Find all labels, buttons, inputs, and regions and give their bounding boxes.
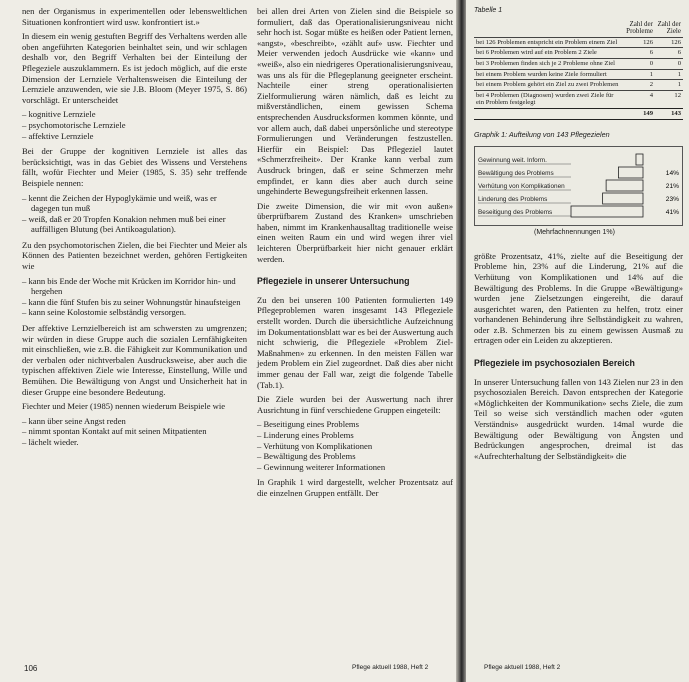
table-total-row [474,108,683,119]
paragraph: Fiechter und Meier (1985) nennen wiederum Beispiele wie [22,401,226,412]
table-cell: 126 [655,37,683,48]
table-header: Zahl der Ziele [657,19,681,36]
table-row [474,90,683,108]
right-column [474,6,683,465]
table-header: Zahl der Probleme [626,19,653,36]
table-header-row [474,20,683,38]
table-cell: 4 [624,90,655,108]
bullet-list [22,193,247,235]
list-item: – weiß, daß er 20 Tropfen Konakion nehmen muß bei einer auffälligen Blutung (bei Antikoagulation). [22,214,247,235]
chart-bar [606,180,643,191]
bullet-list [257,419,453,472]
table-cell: 6 [655,48,683,59]
chart-caption: Graphik 1: Aufteilung von 143 Pflegezielen [474,129,610,139]
chart-unit-note: (Mehrfachnennungen 1%) [534,229,615,237]
list-item: – affektive Lernziele [22,131,247,142]
chart-category-label: Linderung des Problems [478,196,548,204]
paragraph: In Graphik 1 wird dargestellt, welcher Prozentsatz auf die einzelnen Gruppen entfällt. Der [257,477,453,498]
table-cell: bei 126 Problemen entspricht ein Problem einem Ziel [474,37,624,48]
list-item: – kann bis Ende der Woche mit Krücken im Korridor hin- und hergehen [22,276,247,297]
table-cell: 12 [655,90,683,108]
table-cell: 126 [624,37,655,48]
table-header [474,20,624,38]
list-item: – kann über seine Angst reden [22,416,247,427]
table-cell: bei einem Problem wurden keine Ziele formuliert [474,69,624,80]
list-item: – Gewinnung weiterer Informationen [257,462,453,473]
table-cell: 1 [655,69,683,80]
chart-category-label: Bewältigung des Problems [478,170,554,178]
chart-svg [475,147,682,223]
chart-bar [571,206,643,217]
chart-category-label: Beseitigung des Problems [478,209,553,217]
table-cell: 1 [655,80,683,91]
table-cell: 6 [624,48,655,59]
chart-bar [618,167,643,178]
table-row [474,48,683,59]
section-heading: Pflegeziele im psychosozialen Bereich [474,358,635,369]
running-footer: Pflege aktuell 1988, Heft 2 [352,664,429,671]
list-item: – kann seine Kolostomie selbständig versorgen. [22,307,247,318]
chart-category-label: Verhütung von Komplikationen [478,183,565,191]
list-item: – Bewältigung des Problems [257,451,453,462]
list-item: – lächelt wieder. [22,437,247,448]
right-page [466,0,689,682]
table-cell: 1 [624,69,655,80]
chart-category-label: Gewinnung weit. Inform. [478,157,547,165]
bullet-list [22,276,247,318]
table-row [474,58,683,69]
list-item: – nimmt spontan Kontakt auf mit seinen Mitpatienten [22,426,247,437]
paragraph: Der affektive Lernzielbereich ist am schwersten zu umgrenzen; wir würden in diese Gruppe auch die sozialen Lernfähigkeiten mit einschließen, wie z.B. die Fähigkeit zur Kommunikation und der verbalen oder nichtverbalen Ausdrucksweise, aber auch die typischen affektiven Ziele wie Interesse, Einstellung, Wille und Bemühen. Die Bewältigung von Angst und Unsicherheit hat in dieser Gruppe eine besondere Bedeutung. [22,323,247,397]
list-item: – kognitive Lernziele [22,109,247,120]
paragraph: Die zweite Dimension, die wir mit «von außen» überprüfbarem Zustand des Kranken» umschrieben haben, nimmt im Krankenhausalltag traditionelle weise einen weiten Raum ein und wird wegen ihrer viel leichteren Überprüfbarkeit hier nicht genauer erklärt werden. [257,200,453,264]
table-row [474,37,683,48]
table-cell: 143 [655,108,683,119]
list-item: – kann die fünf Stufen bis zu seiner Wohnungstür hinaufsteigen [22,297,247,308]
bullet-list [22,109,247,141]
table-cell: 2 [624,80,655,91]
paragraph: Zu den psychomotorischen Zielen, die bei Fiechter und Meier als Können des Patienten bezeichnet werden, gehören Fertigkeiten wie [22,239,247,272]
list-item: – psychomotorische Lernziele [22,120,247,131]
list-item: – Linderung eines Problems [257,430,453,441]
paragraph: Zu den bei unseren 100 Patienten formulierten 149 Pflegeproblemen waren insgesamt 143 Pflegeziele erstellt worden. Durch die übersichtliche Aufzeichnung im Dokumentationsblatt war es bei der Auswertung auch nicht schwierig, die Pflegeziele «Problem Ziel-Maßnahmen» zu erkennen. In den meisten Fällen war jedem Problem ein Ziel zugeordnet. Daß dies aber nicht immer genau der Fall war, zeigt die folgende Tabelle (Tab.1). [257,294,453,390]
left-column-1 [22,6,247,453]
left-column-2 [257,6,453,503]
chart-value-label: 21% [665,183,679,191]
table-cell: bei 3 Problemen finden sich je 2 Probleme ohne Ziel [474,58,624,69]
list-item: – kennt die Zeichen der Hypoglykämie und weiß, was er dagegen tun muß [22,193,247,214]
table-cell: 149 [624,108,655,119]
section-heading: Pflegeziele in unserer Untersuchung [257,276,410,287]
chart-value-label: 41% [665,209,679,217]
paragraph: In diesem ein wenig gestuften Begriff des Verhaltens werden alle oben angeführten Kategorien beinhaltet sein, und wir schlagen deshalb vor, den Begriff Verhalten bei der Einteilung der Pflegeziele auszuklammern. Es ist jedoch möglich, auf die erste Dimension der Lernziele Verhaltensweisen die Einteilung der Lernziele anzuwenden, wie sie J.B. Bloom (Meyer 1975, S. 86) vorschlägt. Er unterscheidet [22,31,247,105]
table-cell: bei einem Problem gehört ein Ziel zu zwei Problemen [474,80,624,91]
table-cell [474,108,624,119]
chart-value-label: 14% [665,170,679,178]
paragraph: Bei der Gruppe der kognitiven Lernziele ist alles das berücksichtigt, was in das Gebiet des Wissens und Verstehens fällt, wofür Fiechter und Meier (1985, S. 35) sehr treffende Beispiele nennen: [22,146,247,188]
table-cell: 0 [624,58,655,69]
goals-bar-chart [474,146,683,226]
running-footer: Pflege aktuell 1988, Heft 2 [484,664,561,671]
table-row [474,80,683,91]
paragraph: bei allen drei Arten von Zielen sind die Beispiele so formuliert, daß das Operationalisierungsniveau nicht sehr hoch ist. Sogar müßte es heißen oder Patient lernen, «angst», «beschreibt», «zählt auf» usw. Fiechter und Meier verwenden jedoch Ausdrücke wie «kann» und «weiß», also ein niedrigeres Operationalisierungsniveau, was uns als für die Pflegeplanung geeigneter erscheint. Nachteile einer streng operationalisierten Zielformulierung wären nämlich, daß es leicht zu mißverständlichen, einem gewissen Schema entsprechenden Ausdrucksformen kommen könnte, und vor allem auch, daß dabei unpersönliche und stereotype Formulierungen und Veränderungen festzustellen. Hierfür ein Beispiel: Das Pflegeziel lautet «Schmerzfreiheit». Der Kranke kann verbal zum Ausdruck bringen, daß er seine Schmerzen mehr empfindet, er kann dies aber auch durch seine ungehinderte Bewegungsfreiheit erkennen lassen. [257,6,453,197]
problems-goals-table [474,20,683,120]
table-cell: bei 6 Problemen wird auf ein Problem 2 Ziele [474,48,624,59]
paragraph: nen der Organismus in experimentellen oder lebensweltlichen Situationen konfrontiert wird usw. konfrontiert ist.» [22,6,247,27]
paragraph: In unserer Untersuchung fallen von 143 Zielen nur 23 in den psychosozialen Bereich. Davon entsprechen der Kategorie «Möglichkeiten der Kommunikation» sechs Ziele, die zum Teil so weise sich verständlich machen oder «guten Verständnis» ausgedrückt wurden. 14mal wurde die Bewältigung oder Bewältigung von Ängsten und Bedrückungen angesprochen, dreimal ist das «Aufrechterhaltung der Selbständigkeit» die [474,376,683,461]
paragraph: Die Ziele wurden bei der Auswertung nach ihrer Ausrichtung in fünf verschiedene Gruppen eingeteilt: [257,394,453,415]
chart-bar [603,193,643,204]
bullet-list [22,416,247,448]
list-item: – Beseitigung eines Problems [257,419,453,430]
table-cell: 0 [655,58,683,69]
table-cell: bei 4 Problemen (Diagnosen) wurden zwei Ziele für ein Problem festgelegt [474,90,624,108]
chart-bar [636,154,643,165]
table-row [474,69,683,80]
chart-value-label: 23% [665,196,679,204]
list-item: – Verhütung von Komplikationen [257,441,453,452]
page-number: 106 [24,664,38,673]
paragraph: größte Prozentsatz, 41%, zielte auf die Beseitigung der Probleme hin, 23% auf die Linderung, 21% auf die Verhütung von Komplikationen und 14% auf die Bewältigung des Problems. In die Gruppe «Bewältigung» wurden jene Zielsetzungen eingereiht, die darauf ausgerichtet waren, den Patienten zu helfen, trotz einer vorhandenen Behinderung ihre Selbständigkeit zu wahren, oder z.B. Schmerzen bis zu einem gewissen Ausmaß zu ertragen oder ein Leiden zu akzeptieren. [474,250,683,346]
table-caption: Tabelle 1 [474,7,503,14]
